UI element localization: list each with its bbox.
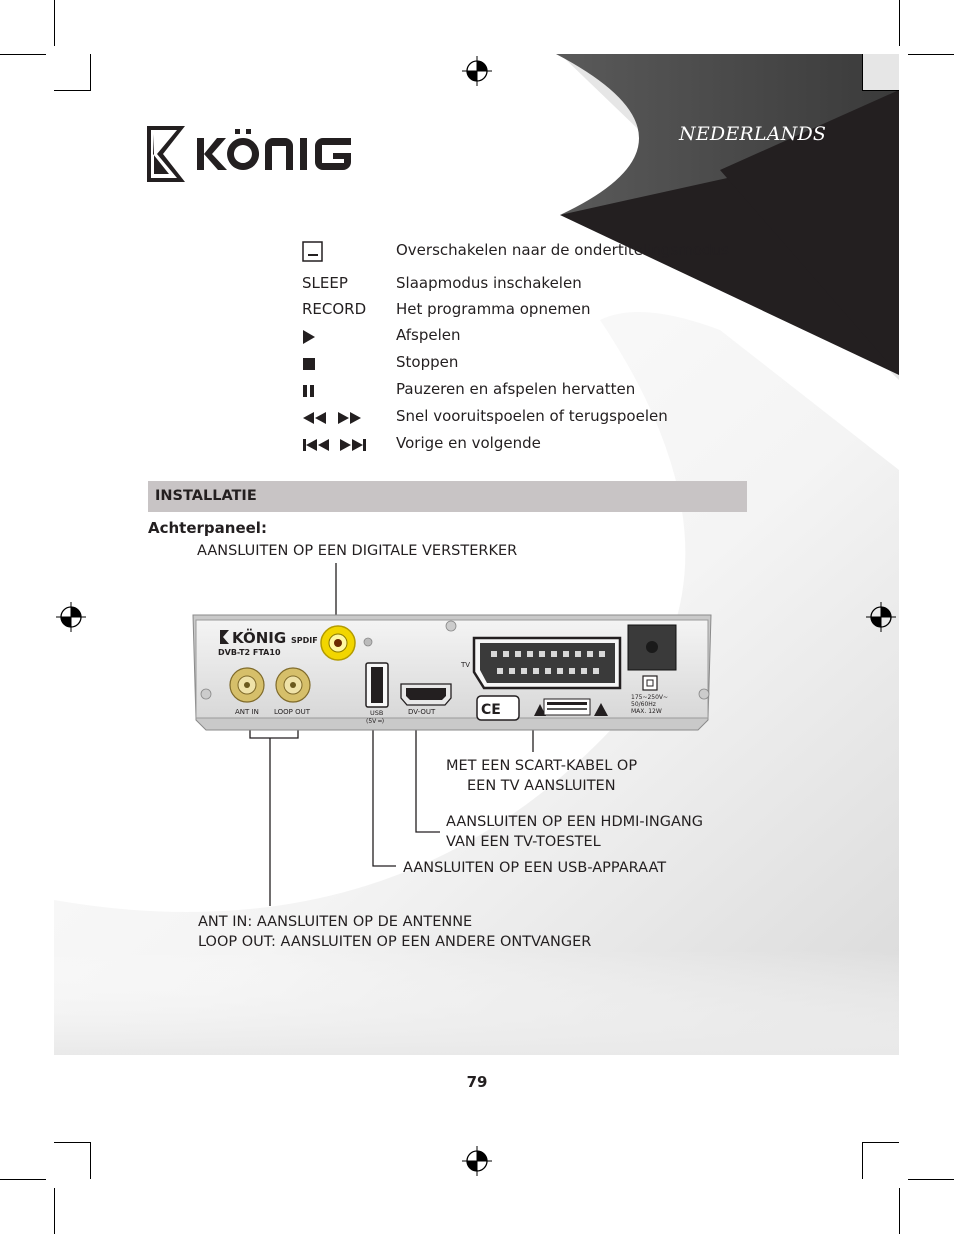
- section-title: INSTALLATIE: [155, 488, 257, 504]
- key-description: Pauzeren en afspelen hervatten: [396, 380, 636, 398]
- key-description: Stoppen: [396, 353, 459, 371]
- callout-ant-in: ANT IN: AANSLUITEN OP DE ANTENNE: [198, 914, 473, 930]
- ant-in-label: ANT IN: [235, 708, 259, 716]
- power-spec-line3: MAX. 12W: [631, 708, 662, 715]
- ce-mark: CE: [481, 702, 501, 718]
- loop-out-label: LOOP OUT: [274, 708, 311, 716]
- key-description: Snel vooruitspoelen of terugspoelen: [396, 407, 668, 425]
- hdmi-label: DV-OUT: [408, 708, 436, 716]
- power-spec-line2: 50/60Hz: [631, 701, 656, 708]
- callout-hdmi-line2: VAN EEN TV-TOESTEL: [446, 834, 601, 850]
- key-description: Overschakelen naar de ondertitelingsmodus: [396, 241, 729, 259]
- double-insulation-icon: [643, 676, 657, 690]
- key-description: Vorige en volgende: [396, 434, 541, 452]
- key-label: SLEEP: [302, 274, 348, 292]
- subheading: Achterpaneel:: [148, 519, 267, 537]
- callout-hdmi-line1: AANSLUITEN OP EEN HDMI-INGANG: [446, 814, 704, 830]
- callout-usb: AANSLUITEN OP EEN USB-APPARAAT: [403, 860, 667, 876]
- key-description: Slaapmodus inschakelen: [396, 274, 582, 292]
- page-number: 79: [466, 1073, 488, 1091]
- device-spdif-label: SPDIF: [291, 636, 318, 645]
- scart-tv-label: TV: [461, 661, 471, 669]
- usb-label: USB: [370, 709, 384, 717]
- device-brand: KÖNIG: [232, 629, 287, 647]
- device-model: DVB-T2 FTA10: [218, 648, 281, 657]
- power-spec-line1: 175~250V~: [631, 694, 669, 701]
- callout-spdif: AANSLUITEN OP EEN DIGITALE VERSTERKER: [197, 543, 518, 559]
- callout-loop-out: LOOP OUT: AANSLUITEN OP EEN ANDERE ONTVANGER: [198, 934, 592, 950]
- language-label: NEDERLANDS: [679, 123, 827, 145]
- usb-sublabel: (5V ═): [366, 718, 385, 725]
- key-description: Het programma opnemen: [396, 300, 591, 318]
- key-label: RECORD: [302, 300, 367, 318]
- receiver-back-panel: [188, 610, 716, 738]
- callout-scart-line2: EEN TV AANSLUITEN: [467, 778, 616, 794]
- callout-scart-line1: MET EEN SCART-KABEL OP: [446, 758, 638, 774]
- key-description: Afspelen: [396, 326, 461, 344]
